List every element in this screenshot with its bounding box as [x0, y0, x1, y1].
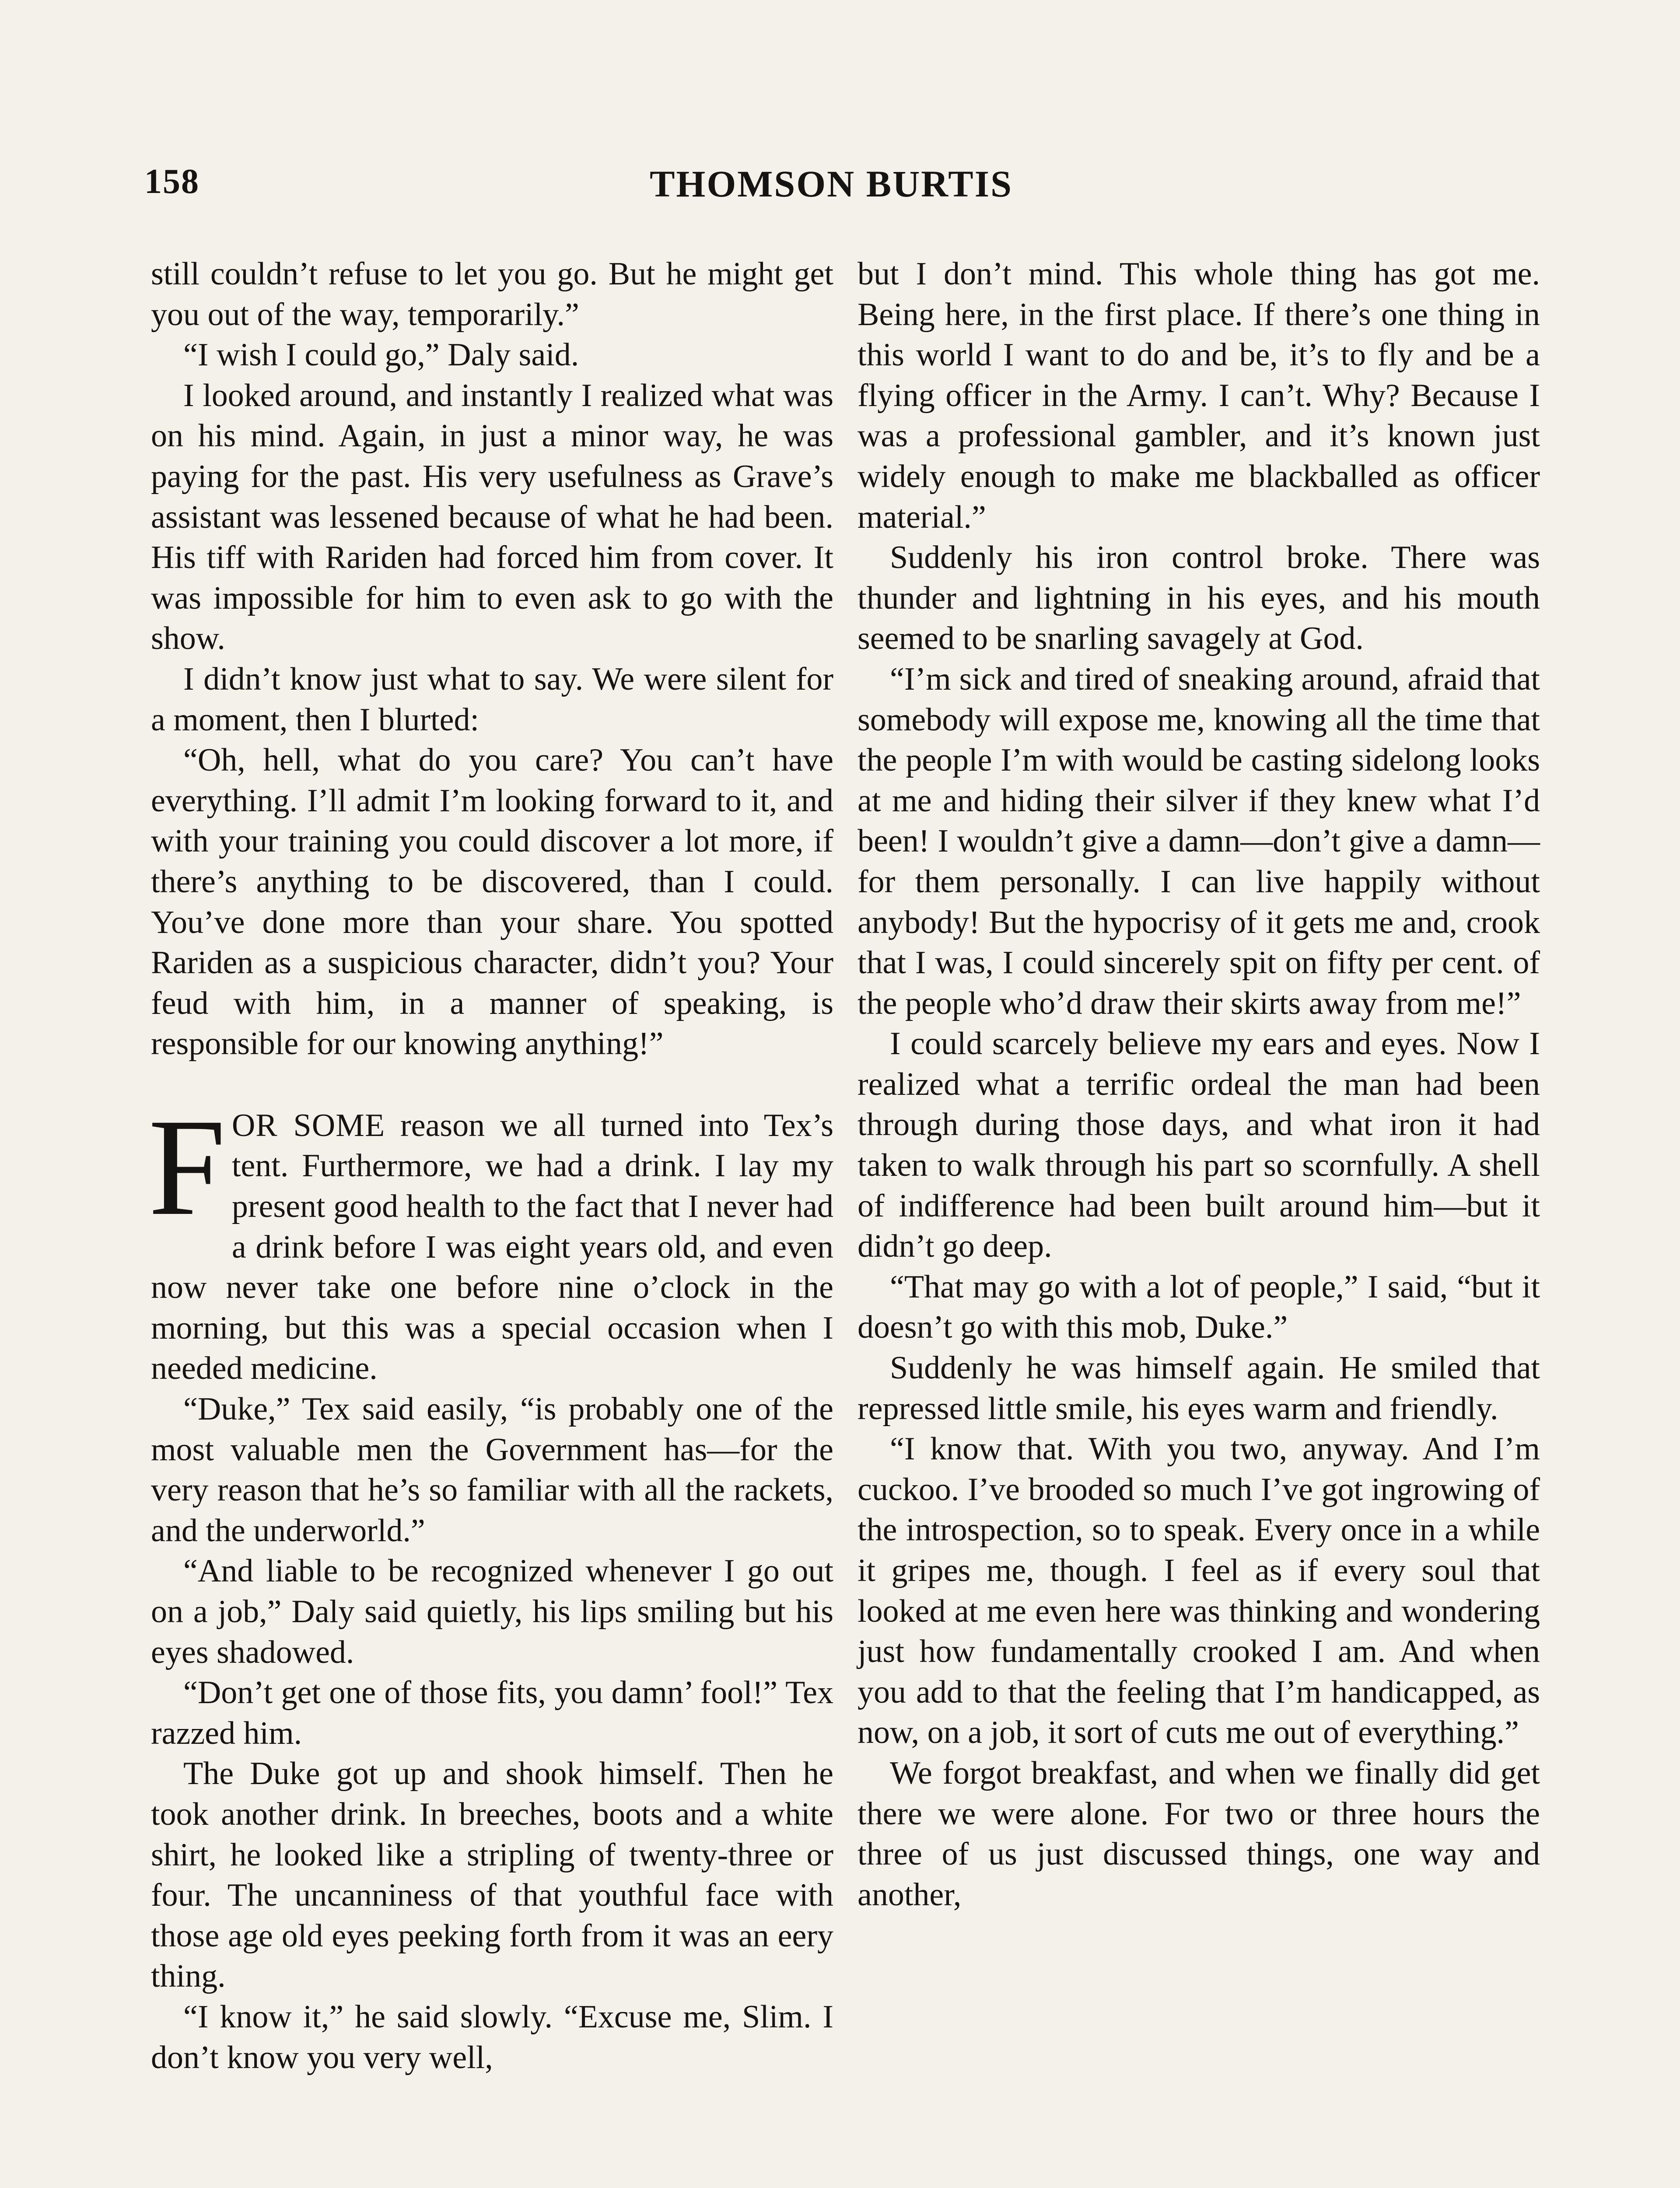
- paragraph: still couldn’t refuse to let you go. But he might get you out of the way, temporarily.”: [151, 256, 833, 333]
- paragraph: “I’m sick and tired of sneaking around, afraid that somebody will expose me, knowing all the time that the people I’m with would be casting sidelong looks at me and hiding their silver if they knew what I’d been! I wouldn’t give a damn—don’t give a damn—for them personally. I can live happily without anybody! But the hypocrisy of it gets me and, crook that I was, I could sincerely spit on fifty per cent. of the people who’d draw their skirts away from me!”: [858, 661, 1540, 1021]
- paragraph: I didn’t know just what to say. We were silent for a moment, then I blurted:: [151, 661, 833, 738]
- paragraph-text: reason we all turned into Tex’s tent. Furthermore, we had a drink. I lay my present good health to the fact that I never had a drink before I was eight years old, and even now never take one before nine o’clock in the morning, but this was a special occasion when I needed medicine.: [151, 1107, 833, 1387]
- paragraph: “Don’t get one of those fits, you damn’ fool!” Tex razzed him.: [151, 1675, 833, 1751]
- section-opening-paragraph: [148, 1090, 833, 1389]
- paragraph: “I know that. With you two, anyway. And I’m cuckoo. I’ve brooded so much I’ve got ingrowing of the introspection, so to speak. Every once in a while it gripes me, though. I feel as if every soul that looked at me even here was thinking and wondering just how fundamentally crooked I am. And when you add to that the feeling that I’m handicapped, as now, on a job, it sort of cuts me out of everything.”: [858, 1431, 1540, 1751]
- paragraph: I looked around, and instantly I realized what was on his mind. Again, in just a minor way, he was paying for the past. His very usefulness as Grave’s assistant was lessened because of what he had been. His tiff with Rariden had forced him from cover. It was impossible for him to even ask to go with the show.: [151, 377, 833, 657]
- paragraph: We forgot breakfast, and when we finally did get there we were alone. For two or three hours the three of us just discussed things, one way and another,: [858, 1755, 1540, 1913]
- drop-cap: F: [148, 1090, 226, 1244]
- small-caps-lead: OR SOME: [231, 1107, 385, 1143]
- paragraph: “I know it,” he said slowly. “Excuse me, Slim. I don’t know you very well,: [151, 1999, 833, 2076]
- paragraph: Suddenly his iron control broke. There was thunder and lightning in his eyes, and his mouth seemed to be snarling savagely at God.: [858, 540, 1540, 657]
- right-column: [858, 254, 1540, 1915]
- paragraph: Suddenly he was himself again. He smiled that repressed little smile, his eyes warm and friendly.: [858, 1350, 1540, 1427]
- paragraph: The Duke got up and shook himself. Then he took another drink. In breeches, boots and a white shirt, he looked like a stripling of twenty-three or four. The uncanniness of that youthful face with those age old eyes peeking forth from it was an eery thing.: [151, 1756, 833, 1995]
- page-number: 158: [144, 162, 200, 201]
- page-header: [0, 158, 1680, 219]
- paragraph: I could scarcely believe my ears and eyes. Now I realized what a terrific ordeal the man had been through during those days, and what iron it had taken to walk through his part so scornfully. A shell of indifference had been built around him—but it didn’t go deep.: [858, 1026, 1540, 1265]
- paragraph: “I wish I could go,” Daly said.: [183, 337, 579, 373]
- paragraph: “That may go with a lot of people,” I said, “but it doesn’t go with this mob, Duke.”: [858, 1269, 1540, 1346]
- paragraph: but I don’t mind. This whole thing has got me. Being here, in the first place. If there’s one thing in this world I want to do and be, it’s to fly and be a flying officer in the Army. I can’t. Why? Because I was a professional gambler, and it’s known just widely enough to make me blackballed as officer material.”: [858, 256, 1540, 535]
- paragraph: “And liable to be recognized whenever I go out on a job,” Daly said quietly, his lips smiling but his eyes shadowed.: [151, 1553, 833, 1670]
- paragraph: “Oh, hell, what do you care? You can’t have everything. I’ll admit I’m looking forward to it, and with your training you could discover a lot more, if there’s anything to be discovered, than I could. You’ve done more than your share. You spotted Rariden as a suspicious character, didn’t you? Your feud with him, in a manner of speaking, is responsible for our knowing anything!”: [151, 742, 833, 1062]
- paragraph: “Duke,” Tex said easily, “is probably one of the most valuable men the Government has—for the very reason that he’s so familiar with all the rackets, and the underworld.”: [151, 1391, 833, 1549]
- left-column: [148, 254, 833, 2078]
- running-head: THOMSON BURTIS: [650, 163, 1013, 205]
